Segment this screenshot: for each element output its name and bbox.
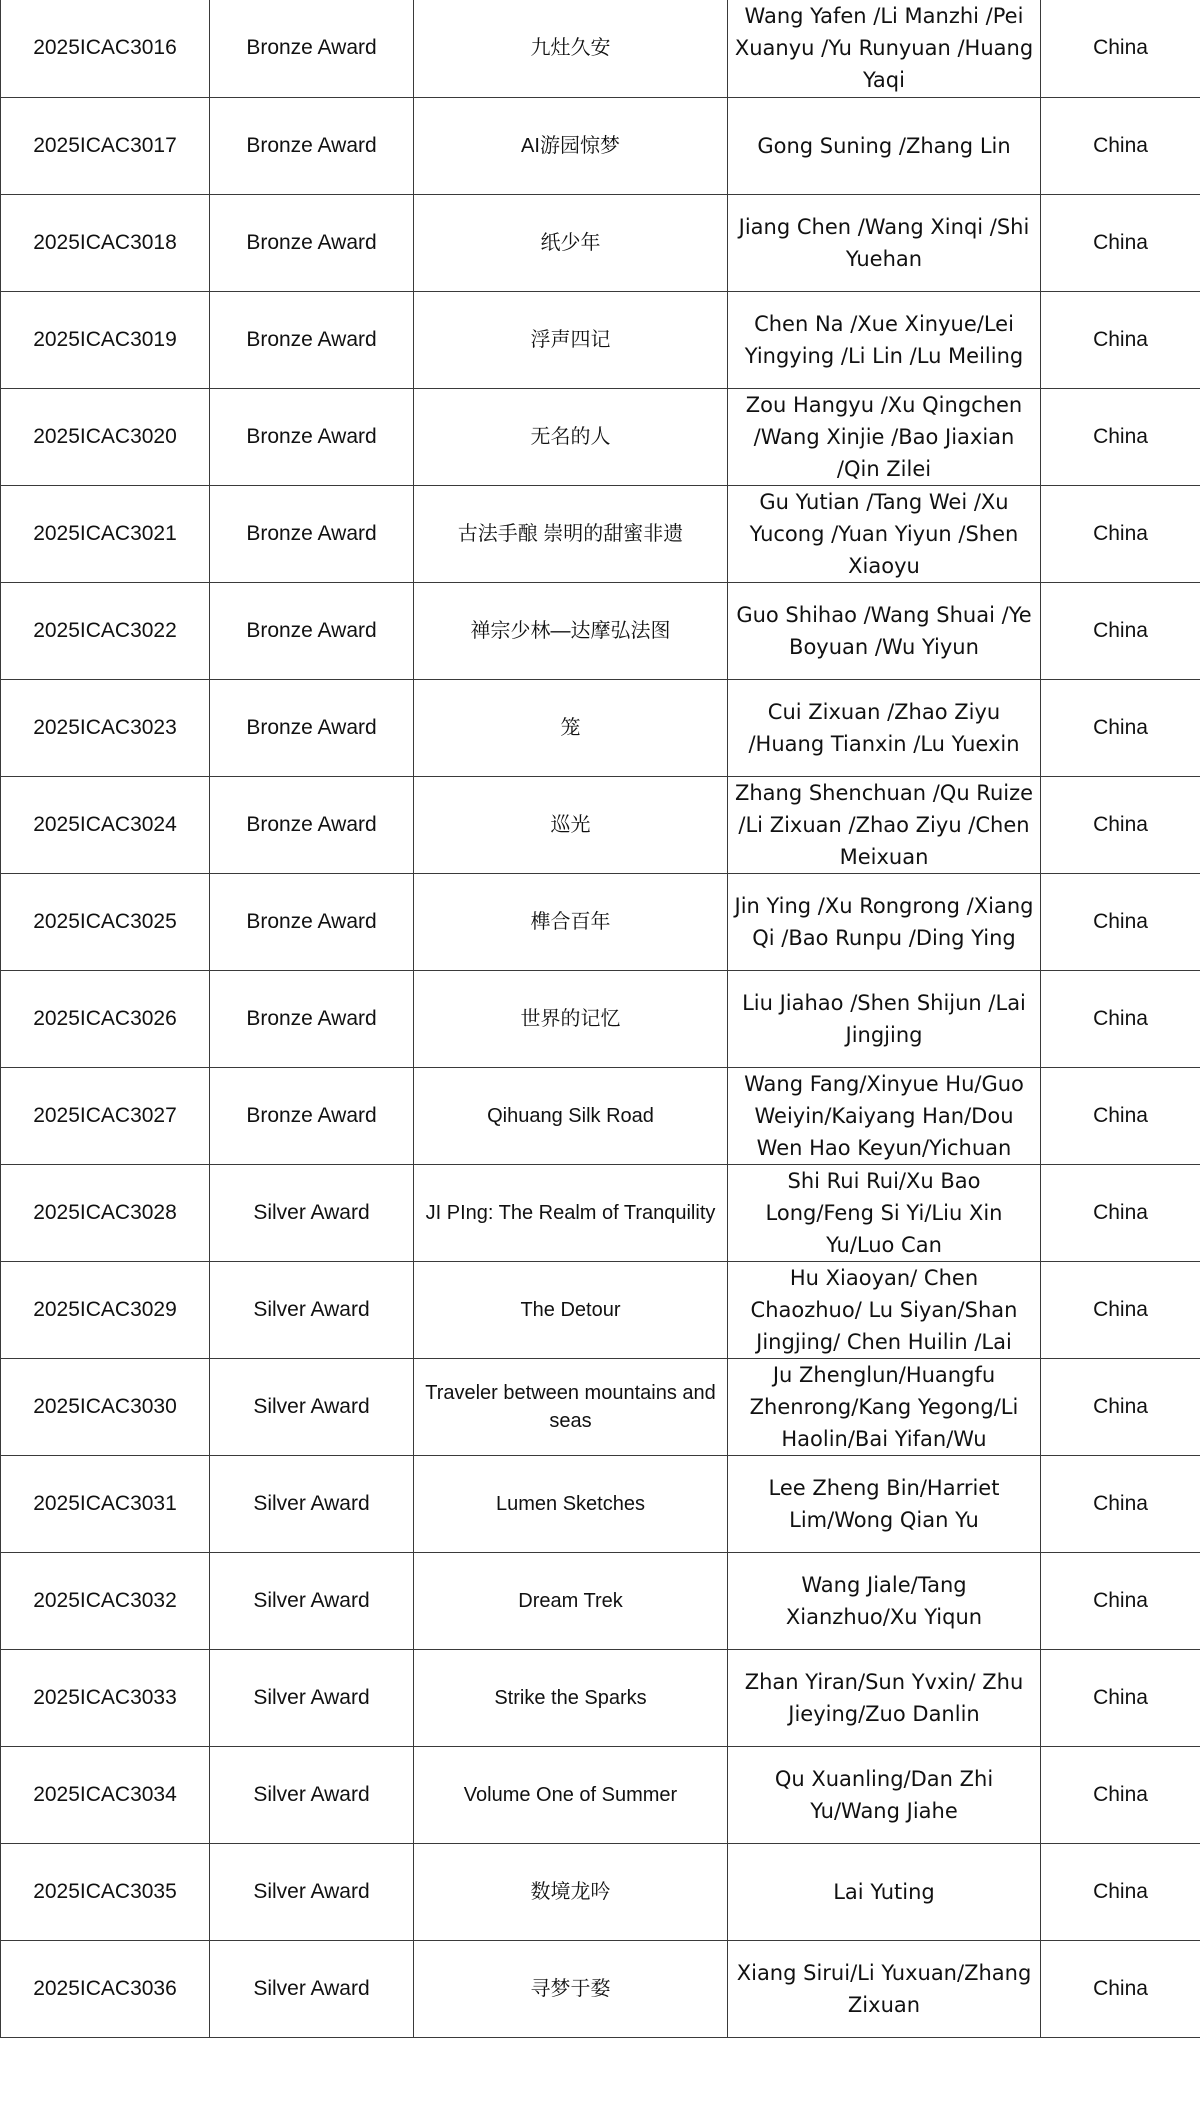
country-cell: China [1041, 1358, 1200, 1455]
table-row [1, 776, 1200, 873]
authors-cell: Lai Yuting [728, 1843, 1041, 1940]
work-title-cell: 禅宗少林—达摩弘法图 [414, 582, 728, 679]
table-row [1, 1261, 1200, 1358]
table-row [1, 485, 1200, 582]
country-cell: China [1041, 1843, 1200, 1940]
work-title-cell: 世界的记忆 [414, 970, 728, 1067]
award-cell: Bronze Award [210, 1067, 414, 1164]
award-cell: Bronze Award [210, 873, 414, 970]
table-row [1, 1164, 1200, 1261]
award-cell: Silver Award [210, 1455, 414, 1552]
award-cell: Silver Award [210, 1940, 414, 2037]
table-row [1, 1358, 1200, 1455]
work-title-cell: Strike the Sparks [414, 1649, 728, 1746]
award-cell: Silver Award [210, 1164, 414, 1261]
authors-cell: Zhan Yiran/Sun Yvxin/ Zhu Jieying/Zuo Danlin [728, 1649, 1041, 1746]
table-row [1, 679, 1200, 776]
entry-id-cell: 2025ICAC3024 [1, 776, 210, 873]
entry-id-cell: 2025ICAC3033 [1, 1649, 210, 1746]
work-title-cell: The Detour [414, 1261, 728, 1358]
work-title-cell: 寻梦于婺 [414, 1940, 728, 2037]
work-title-cell: Qihuang Silk Road [414, 1067, 728, 1164]
work-title-cell: JI PIng: The Realm of Tranquility [414, 1164, 728, 1261]
entry-id-cell: 2025ICAC3018 [1, 194, 210, 291]
table-row [1, 1843, 1200, 1940]
country-cell: China [1041, 0, 1200, 97]
country-cell: China [1041, 1261, 1200, 1358]
entry-id-cell: 2025ICAC3036 [1, 1940, 210, 2037]
awards-table-body [1, 0, 1200, 2037]
table-row [1, 1649, 1200, 1746]
authors-cell: Qu Xuanling/Dan Zhi Yu/Wang Jiahe [728, 1746, 1041, 1843]
country-cell: China [1041, 291, 1200, 388]
table-row [1, 582, 1200, 679]
entry-id-cell: 2025ICAC3025 [1, 873, 210, 970]
entry-id-cell: 2025ICAC3030 [1, 1358, 210, 1455]
authors-cell: Wang Yafen /Li Manzhi /Pei Xuanyu /Yu Runyuan /Huang Yaqi [728, 0, 1041, 97]
award-cell: Bronze Award [210, 485, 414, 582]
award-cell: Bronze Award [210, 291, 414, 388]
country-cell: China [1041, 194, 1200, 291]
authors-cell: Jiang Chen /Wang Xinqi /Shi Yuehan [728, 194, 1041, 291]
authors-cell: Wang Fang/Xinyue Hu/Guo Weiyin/Kaiyang Han/Dou Wen Hao Keyun/Yichuan [728, 1067, 1041, 1164]
country-cell: China [1041, 1649, 1200, 1746]
country-cell: China [1041, 1746, 1200, 1843]
work-title-cell: AI游园惊梦 [414, 97, 728, 194]
work-title-cell: Dream Trek [414, 1552, 728, 1649]
table-row [1, 1940, 1200, 2037]
award-cell: Bronze Award [210, 194, 414, 291]
table-row [1, 1455, 1200, 1552]
authors-cell: Cui Zixuan /Zhao Ziyu /Huang Tianxin /Lu Yuexin [728, 679, 1041, 776]
country-cell: China [1041, 582, 1200, 679]
authors-cell: Hu Xiaoyan/ Chen Chaozhuo/ Lu Siyan/Shan Jingjing/ Chen Huilin /Lai [728, 1261, 1041, 1358]
award-cell: Silver Award [210, 1649, 414, 1746]
authors-cell: Chen Na /Xue Xinyue/Lei Yingying /Li Lin /Lu Meiling [728, 291, 1041, 388]
table-row [1, 388, 1200, 485]
work-title-cell: Volume One of Summer [414, 1746, 728, 1843]
award-cell: Silver Award [210, 1843, 414, 1940]
authors-cell: Xiang Sirui/Li Yuxuan/Zhang Zixuan [728, 1940, 1041, 2037]
table-row [1, 1746, 1200, 1843]
entry-id-cell: 2025ICAC3022 [1, 582, 210, 679]
authors-cell: Lee Zheng Bin/Harriet Lim/Wong Qian Yu [728, 1455, 1041, 1552]
award-cell: Bronze Award [210, 0, 414, 97]
entry-id-cell: 2025ICAC3034 [1, 1746, 210, 1843]
entry-id-cell: 2025ICAC3021 [1, 485, 210, 582]
table-row [1, 97, 1200, 194]
award-cell: Bronze Award [210, 970, 414, 1067]
table-row [1, 970, 1200, 1067]
award-cell: Silver Award [210, 1746, 414, 1843]
authors-cell: Gong Suning /Zhang Lin [728, 97, 1041, 194]
award-cell: Silver Award [210, 1552, 414, 1649]
country-cell: China [1041, 97, 1200, 194]
entry-id-cell: 2025ICAC3019 [1, 291, 210, 388]
work-title-cell: 无名的人 [414, 388, 728, 485]
work-title-cell: 九灶久安 [414, 0, 728, 97]
country-cell: China [1041, 1552, 1200, 1649]
country-cell: China [1041, 679, 1200, 776]
authors-cell: Zou Hangyu /Xu Qingchen /Wang Xinjie /Bao Jiaxian /Qin Zilei [728, 388, 1041, 485]
country-cell: China [1041, 873, 1200, 970]
entry-id-cell: 2025ICAC3023 [1, 679, 210, 776]
authors-cell: Guo Shihao /Wang Shuai /Ye Boyuan /Wu Yiyun [728, 582, 1041, 679]
country-cell: China [1041, 388, 1200, 485]
work-title-cell: 笼 [414, 679, 728, 776]
table-row [1, 1552, 1200, 1649]
award-cell: Bronze Award [210, 776, 414, 873]
table-row [1, 194, 1200, 291]
work-title-cell: 数境龙吟 [414, 1843, 728, 1940]
work-title-cell: Lumen Sketches [414, 1455, 728, 1552]
award-cell: Bronze Award [210, 388, 414, 485]
entry-id-cell: 2025ICAC3028 [1, 1164, 210, 1261]
table-row [1, 1067, 1200, 1164]
authors-cell: Zhang Shenchuan /Qu Ruize /Li Zixuan /Zhao Ziyu /Chen Meixuan [728, 776, 1041, 873]
work-title-cell: 浮声四记 [414, 291, 728, 388]
entry-id-cell: 2025ICAC3026 [1, 970, 210, 1067]
entry-id-cell: 2025ICAC3029 [1, 1261, 210, 1358]
country-cell: China [1041, 776, 1200, 873]
work-title-cell: 巡光 [414, 776, 728, 873]
award-cell: Silver Award [210, 1261, 414, 1358]
country-cell: China [1041, 1455, 1200, 1552]
award-cell: Bronze Award [210, 582, 414, 679]
work-title-cell: 古法手酿 崇明的甜蜜非遗 [414, 485, 728, 582]
award-cell: Bronze Award [210, 97, 414, 194]
country-cell: China [1041, 485, 1200, 582]
country-cell: China [1041, 1067, 1200, 1164]
work-title-cell: 榫合百年 [414, 873, 728, 970]
authors-cell: Shi Rui Rui/Xu Bao Long/Feng Si Yi/Liu Xin Yu/Luo Can [728, 1164, 1041, 1261]
entry-id-cell: 2025ICAC3027 [1, 1067, 210, 1164]
entry-id-cell: 2025ICAC3035 [1, 1843, 210, 1940]
table-row [1, 0, 1200, 97]
work-title-cell: Traveler between mountains and seas [414, 1358, 728, 1455]
entry-id-cell: 2025ICAC3031 [1, 1455, 210, 1552]
authors-cell: Ju Zhenglun/Huangfu Zhenrong/Kang Yegong/Li Haolin/Bai Yifan/Wu [728, 1358, 1041, 1455]
authors-cell: Wang Jiale/Tang Xianzhuo/Xu Yiqun [728, 1552, 1041, 1649]
country-cell: China [1041, 1164, 1200, 1261]
authors-cell: Jin Ying /Xu Rongrong /Xiang Qi /Bao Runpu /Ding Ying [728, 873, 1041, 970]
award-cell: Bronze Award [210, 679, 414, 776]
country-cell: China [1041, 970, 1200, 1067]
table-row [1, 873, 1200, 970]
table-row [1, 291, 1200, 388]
authors-cell: Gu Yutian /Tang Wei /Xu Yucong /Yuan Yiyun /Shen Xiaoyu [728, 485, 1041, 582]
entry-id-cell: 2025ICAC3016 [1, 0, 210, 97]
country-cell: China [1041, 1940, 1200, 2037]
award-cell: Silver Award [210, 1358, 414, 1455]
authors-cell: Liu Jiahao /Shen Shijun /Lai Jingjing [728, 970, 1041, 1067]
entry-id-cell: 2025ICAC3017 [1, 97, 210, 194]
entry-id-cell: 2025ICAC3020 [1, 388, 210, 485]
work-title-cell: 纸少年 [414, 194, 728, 291]
entry-id-cell: 2025ICAC3032 [1, 1552, 210, 1649]
